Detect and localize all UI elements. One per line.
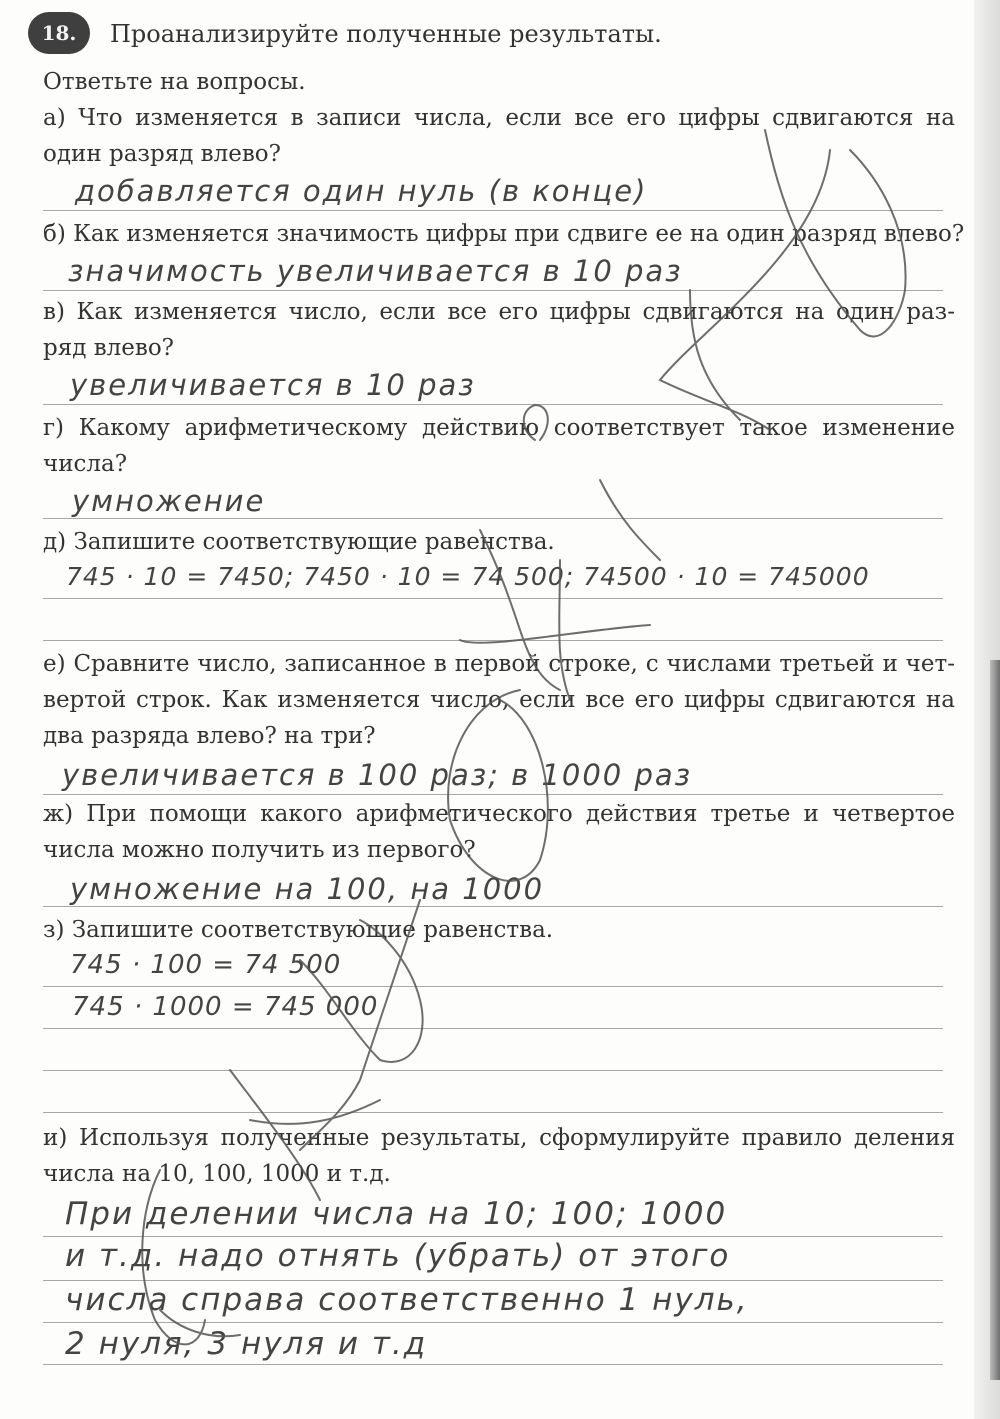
answer-line	[43, 1322, 943, 1323]
answer-line	[43, 1236, 943, 1237]
page-edge-tab	[990, 660, 1000, 1380]
question-v-line1: в) Как изменяется число, если все его цифры сдвигаются на один раз-	[43, 299, 955, 325]
question-zh-line2: числа можно получить из первого?	[43, 837, 476, 863]
answer-a: добавляется один нуль (в конце)	[75, 174, 648, 208]
answer-zh: умножение на 100, на 1000	[70, 872, 545, 906]
task-intro: Ответьте на вопросы.	[43, 69, 306, 95]
answer-v: увеличивается в 10 раз	[70, 368, 476, 402]
answer-line	[43, 1112, 943, 1113]
answer-line	[43, 290, 943, 291]
answer-g: умножение	[72, 484, 266, 518]
answer-line	[43, 1280, 943, 1281]
question-e-line2: вертой строк. Как изменяется число, если все его цифры сдвигаются на	[43, 687, 955, 713]
answer-i-line3: числа справа соответственно 1 нуль,	[65, 1282, 749, 1318]
question-g-line2: числа?	[43, 451, 128, 477]
answer-line	[43, 1364, 943, 1365]
answer-e: увеличивается в 100 раз; в 1000 раз	[62, 758, 693, 792]
question-a-line1: а) Что изменяется в записи числа, если все его цифры сдвигаются на	[43, 105, 955, 131]
answer-i-line1: При делении числа на 10; 100; 1000	[65, 1196, 728, 1232]
answer-line	[43, 518, 943, 519]
answer-z-line1: 745 · 100 = 74 500	[70, 950, 342, 980]
answer-i-line4: 2 нуля, 3 нуля и т.д	[65, 1326, 428, 1362]
answer-line	[43, 794, 943, 795]
answer-line	[43, 906, 943, 907]
question-i-line1: и) Используя полученные результаты, сформулируйте правило деления	[43, 1125, 955, 1151]
question-g-line1: г) Какому арифметическому действию соответствует такое изменение	[43, 415, 955, 441]
question-e-line1: е) Сравните число, записанное в первой строке, с числами третьей и чет-	[43, 651, 955, 677]
answer-z-line2: 745 · 1000 = 745 000	[72, 992, 379, 1022]
answer-line	[43, 404, 943, 405]
answer-i-line2: и т.д. надо отнять (убрать) от этого	[65, 1238, 731, 1274]
question-zh-line1: ж) При помощи какого арифметического действия третье и четвертое	[43, 801, 955, 827]
task-number-badge: 18.	[28, 12, 90, 54]
answer-d: 745 · 10 = 7450; 7450 · 10 = 74 500; 74500 · 10 = 745000	[66, 562, 870, 591]
answer-line	[43, 210, 943, 211]
answer-line	[43, 986, 943, 987]
answer-line	[43, 1028, 943, 1029]
answer-line	[43, 1070, 943, 1071]
answer-b: значимость увеличивается в 10 раз	[68, 254, 683, 288]
answer-line	[43, 640, 943, 641]
task-title: Проанализируйте полученные результаты.	[110, 20, 662, 48]
answer-line	[43, 598, 943, 599]
question-e-line3: два разряда влево? на три?	[43, 723, 376, 749]
question-z-line1: з) Запишите соответствующие равенства.	[43, 917, 554, 943]
question-a-line2: один разряд влево?	[43, 141, 281, 167]
question-b-line1: б) Как изменяется значимость цифры при сдвиге ее на один разряд влево?	[43, 221, 965, 247]
question-v-line2: ряд влево?	[43, 335, 175, 361]
question-d-line1: д) Запишите соответствующие равенства.	[43, 529, 555, 555]
question-i-line2: числа на 10, 100, 1000 и т.д.	[43, 1161, 391, 1187]
